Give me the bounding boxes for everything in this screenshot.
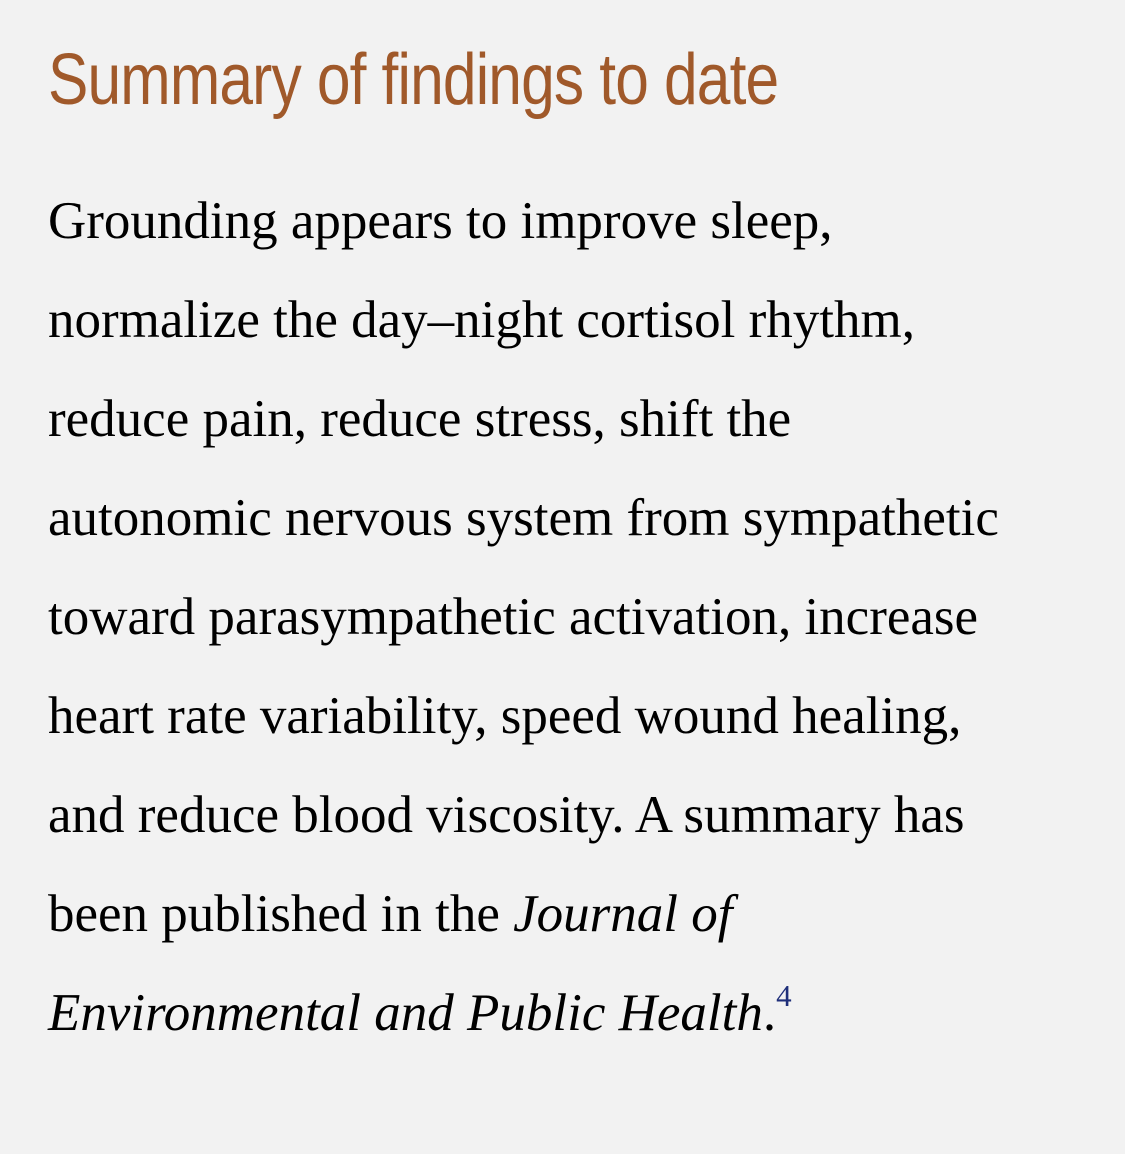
section-title: Summary of findings to date [48,40,779,120]
paragraph-line: heart rate variability, speed wound healing, [48,687,962,745]
paragraph-line: normalize the day–night cortisol rhythm, [48,291,915,349]
paragraph-line [48,964,1108,1063]
footnote-reference-link[interactable]: 4 [776,978,792,1013]
period: . [762,984,777,1042]
paragraph-line: and reduce blood viscosity. A summary has [48,786,965,844]
paragraph-line: reduce pain, reduce stress, shift the [48,390,792,448]
paragraph-line [48,865,1108,964]
paragraph-line: Grounding appears to improve sleep, [48,192,833,250]
paragraph-line-text: been published in the [48,885,514,943]
paragraph-line: toward parasympathetic activation, increase [48,588,979,646]
journal-name-part-2: Environmental and Public Health [48,984,763,1042]
journal-name-part-1: Journal of [513,885,733,943]
summary-paragraph [48,172,1108,1063]
paragraph-line: autonomic nervous system from sympathetic [48,489,999,547]
